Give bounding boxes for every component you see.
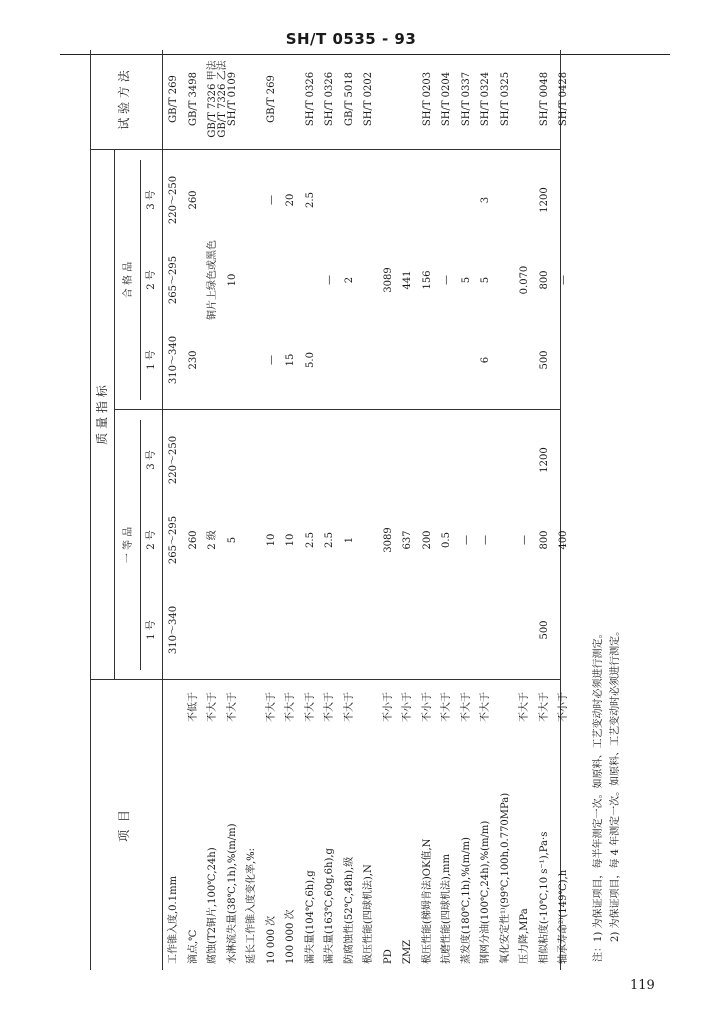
row-item-label: 水淋流失量(38℃,1h),%(m/m) [226,823,238,964]
row-limit-label: 不大于 [226,692,238,722]
table-notes [590,50,624,970]
quality-header-rule [114,150,115,680]
col-quality-header: 质 量 指 标 [95,385,109,445]
grade-qualified-rule [140,160,141,400]
row-limit-label: 不大于 [519,692,530,722]
row-item-label: 蒸发度(180℃,1h),%(m/m) [460,837,472,964]
row-value-cell: 2.5 [304,532,316,548]
row-item-label: 漏失量(104℃,6h),g [304,870,316,964]
grade-number-header: 2 号 [146,530,157,550]
grade-number-header: 3 号 [146,190,157,210]
row-limit-label: 不低于 [187,692,199,722]
row-limit-label: 不大于 [480,692,491,722]
row-method-cell: SH/T 0428 [558,71,569,127]
row-method-cell: GB/T 7326 甲法 [207,60,218,138]
row-item-label: 漏失量(163℃,60g,6h),g [324,848,335,964]
header-bottom-rule [162,50,163,970]
row-limit-label: 不大于 [207,692,218,722]
row-limit-label: 不大于 [538,692,550,722]
row-value-cell: 6 [480,356,491,364]
row-item-label: 滴点,℃ [187,929,199,964]
row-value-cell: 260 [187,190,199,210]
row-value-cell: — [441,275,452,285]
row-value-cell: — [519,535,530,545]
row-value-cell: 5 [460,276,472,284]
grade-number-header: 3 号 [146,450,157,470]
row-value-cell: 230 [187,350,199,370]
row-method-cell: SH/T 0337 [460,71,472,127]
col-divider-item [90,679,560,680]
table-top-rule [90,50,91,970]
row-method-cell-secondary: GB/T 7326 乙法 [217,60,228,138]
row-method-cell: SH/T 0203 [421,71,433,127]
row-method-cell: SH/T 0048 [538,71,550,127]
col-method-header: 试 验 方 法 [117,70,131,130]
row-value-cell: 441 [402,270,413,290]
row-item-label: 防腐蚀性(52℃,48h),级 [343,856,355,964]
row-value-cell: 800 [538,530,550,550]
row-item-label: 腐蚀(T2铜片,100℃,24h) [207,847,218,964]
row-method-cell: GB/T 5018 [343,72,355,127]
row-value-cell: 5 [226,536,238,544]
row-item-label: 氧化安定性¹⁾(99℃,100h,0.770MPa) [499,792,511,964]
row-item-label: PD [382,949,394,964]
row-value-cell: — [460,535,472,545]
row-item-label: 延长工作锥入度变化率,%: [246,847,257,964]
row-value-cell: 5.0 [304,352,316,368]
grade-number-header: 1 号 [146,350,157,370]
row-item-label: 工作锥入度,0.1mm [168,875,179,964]
spec-table-rotated [90,50,650,970]
row-limit-label: 不小于 [402,692,413,722]
row-limit-label: 不大于 [285,692,296,722]
row-value-cell: 10 [285,533,296,547]
row-value-cell: 20 [285,193,296,207]
row-value-cell: 637 [402,530,413,550]
row-value-cell: 500 [538,350,550,370]
row-value-cell: 2 级 [207,530,218,550]
row-item-label: ZMZ [402,939,413,964]
row-limit-label: 不小于 [382,692,394,722]
row-value-cell: — [324,275,335,285]
row-value-cell: 5 [480,276,491,284]
row-value-cell: 铜片上绿色或黑色 [207,240,218,320]
grade-number-header: 2 号 [146,270,157,290]
row-value-cell: 200 [421,530,433,550]
row-method-cell: SH/T 0109 [226,71,238,127]
grade-first-rule [140,420,141,670]
grade-qualified-header: 合 格 品 [123,261,134,299]
row-limit-label: 不大于 [304,692,316,722]
row-item-label: 抗磨性能(四球机法),mm [441,854,452,964]
row-limit-label: 不大于 [324,692,335,722]
row-value-cell: 1 [343,536,355,544]
row-value-cell: 260 [187,530,199,550]
row-item-label: 100 000 次 [285,909,296,964]
col-divider-method [90,149,560,150]
row-value-cell: 10 [265,533,277,547]
row-value-cell: 220～250 [168,435,179,485]
row-value-cell: — [265,355,277,365]
row-item-label: 钢网分油(100℃,24h),%(m/m) [480,820,491,964]
row-item-label: 10 000 次 [265,915,277,964]
row-value-cell: 1200 [538,447,550,473]
row-value-cell: 1200 [538,187,550,213]
row-value-cell: 500 [538,620,550,640]
row-value-cell: 3089 [382,527,394,553]
row-method-cell: SH/T 0204 [441,71,452,127]
row-value-cell: — [265,195,277,205]
row-value-cell: 2.5 [304,192,316,208]
row-value-cell: 3 [480,196,491,204]
row-method-cell: GB/T 269 [265,75,277,123]
row-value-cell: 0.5 [441,532,452,548]
row-value-cell: 220～250 [168,175,179,225]
row-value-cell: 2 [343,276,355,284]
row-method-cell: GB/T 3498 [187,72,199,127]
row-item-label: 极压性能(梯姆肯法)OK值,N [421,838,433,964]
row-value-cell: 0.070 [519,265,530,295]
row-value-cell: 400 [558,530,569,550]
row-limit-label: 不大于 [441,692,452,722]
row-item-label: 极压性能(四球机法),N [363,864,374,964]
row-limit-label: 不小于 [558,692,569,722]
row-limit-label: 不大于 [460,692,472,722]
standard-code: SH/T 0535 - 93 [285,30,417,48]
row-item-label: 压力降,MPa [519,908,530,964]
grade-divider [114,409,560,410]
row-method-cell: SH/T 0324 [480,71,491,127]
row-method-cell: SH/T 0202 [363,71,374,127]
grade-number-header: 1 号 [146,620,157,640]
col-item-header: 项 目 [117,808,131,842]
row-value-cell: — [480,535,491,545]
row-value-cell: 3089 [382,267,394,293]
row-method-cell: GB/T 269 [168,75,179,123]
row-method-cell: SH/T 0325 [499,71,511,127]
row-value-cell: 156 [421,270,433,290]
row-value-cell: 265～295 [168,255,179,305]
row-value-cell: 10 [226,273,238,287]
row-method-cell: SH/T 0326 [324,71,335,127]
row-limit-label: 不大于 [343,692,355,722]
row-limit-label: 不小于 [421,692,433,722]
note-2: 2) 为保证项目，每 4 年测定一次。如原料、工艺变动时必须进行测定。 [610,625,621,942]
spec-table [90,50,650,970]
note-1: 注：1) 为保证项目，每半年测定一次。如原料、工艺变动时必须进行测定。 [593,628,604,962]
page-number: 119 [630,978,655,993]
row-value-cell: 15 [285,353,296,367]
row-limit-label: 不大于 [265,692,277,722]
row-value-cell: 2.5 [324,532,335,548]
grade-first-header: 一 等 品 [123,526,134,564]
row-value-cell: 265～295 [168,515,179,565]
row-value-cell: — [558,275,569,285]
row-item-label: 相似粘度(-10℃,10 s⁻¹),Pa·s [538,831,550,964]
row-value-cell: 310～340 [168,335,179,385]
row-value-cell: 800 [538,270,550,290]
row-item-label: 轴承寿命²⁾(149℃),h [558,869,569,964]
row-method-cell: SH/T 0326 [304,71,316,127]
row-value-cell: 310～340 [168,605,179,655]
